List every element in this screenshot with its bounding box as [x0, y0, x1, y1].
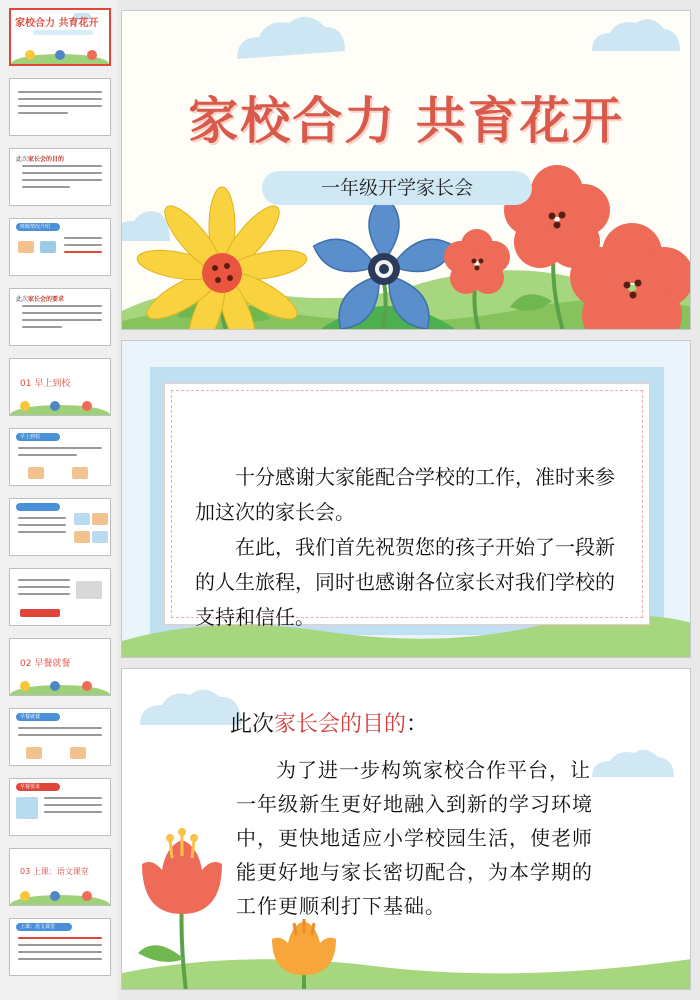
thumbnail-heading: 此次家长会的目的 — [16, 156, 65, 163]
thumbnail-text-lines — [64, 237, 102, 258]
cloud-icon — [140, 689, 242, 725]
slide-thumbnail-13[interactable] — [9, 848, 111, 906]
purpose-body: 为了进一步构筑家校合作平台，让一年级新生更好地融入到新的学习环境中，更快地适应小学校园生活，使老师能更好地与家长密切配合，为本学期的工作更顺利打下基础。 — [236, 758, 593, 918]
slide-thumbnail-8[interactable] — [9, 498, 111, 556]
thumbnail-image — [28, 467, 44, 479]
flower-icon — [50, 401, 60, 411]
slide-thumbnail-11[interactable] — [9, 708, 111, 766]
flower-icon — [50, 891, 60, 901]
thumbnail-section-title: 01 早上到校 — [20, 379, 71, 389]
thumbnail-label: 班级情况介绍 — [16, 223, 60, 231]
thumbnail-label: 上课：语文课堂 — [16, 923, 72, 931]
thumbnail-text-lines — [18, 937, 102, 965]
flower-icon — [55, 50, 65, 60]
thumbnail-section-title: 02 早餐就餐 — [20, 659, 71, 669]
slide-thumbnail-1[interactable] — [9, 8, 111, 66]
flower-icon — [20, 401, 30, 411]
thumbnail-text-lines — [18, 517, 66, 538]
thumbnail-title: 家校合力 共育花开 — [15, 18, 99, 29]
purpose-heading: 此次家长会的目的： — [230, 712, 429, 737]
thumbnail-label — [16, 503, 60, 511]
slide-thumbnail-12[interactable] — [9, 778, 111, 836]
slide-cover[interactable] — [121, 10, 691, 330]
flower-icon — [20, 891, 30, 901]
slide-purpose[interactable] — [121, 668, 691, 990]
thumbnail-image — [18, 241, 34, 253]
thumbnail-image — [70, 747, 86, 759]
flower-icon — [50, 681, 60, 691]
flower-icon — [82, 401, 92, 411]
thumbnail-subtitle — [33, 30, 93, 35]
flower-icon — [82, 891, 92, 901]
slide-thumbnail-9[interactable] — [9, 568, 111, 626]
thumbnail-image — [16, 797, 38, 819]
thumbnail-image — [20, 609, 60, 617]
letter-paragraph-2: 在此，我们首先祝贺您的孩子开始了一段新的人生旅程，同时也感谢各位家长对我们学校的支持和信任。 — [195, 535, 615, 629]
slide-thumbnail-panel — [0, 0, 118, 1000]
flower-icon — [82, 681, 92, 691]
slide-thumbnail-2[interactable] — [9, 78, 111, 136]
red-flower-icon — [444, 229, 510, 294]
thumbnail-text-lines — [18, 727, 102, 741]
thumbnail-text-lines — [18, 447, 102, 461]
slide-thumbnail-4[interactable] — [9, 218, 111, 276]
slide-thumbnail-14[interactable] — [9, 918, 111, 976]
thumbnail-image — [74, 531, 90, 543]
thumbnail-image — [40, 241, 56, 253]
slide-thanks[interactable] — [121, 340, 691, 658]
thumbnail-image — [92, 513, 108, 525]
thumbnail-section-title: 03 上课：语文课堂 — [20, 867, 89, 876]
flower-icon — [87, 50, 97, 60]
thumbnail-label: 早餐要求 — [16, 783, 60, 791]
thumbnail-image — [72, 467, 88, 479]
thumbnail-image — [26, 747, 42, 759]
thumbnail-image — [74, 513, 90, 525]
slide-thumbnail-6[interactable] — [9, 358, 111, 416]
flower-icon — [20, 681, 30, 691]
yellow-flower-icon — [135, 187, 309, 330]
thumbnail-text-lines — [22, 305, 102, 333]
tulip-flower-icon — [142, 828, 222, 914]
flower-icon — [25, 50, 35, 60]
letter-text — [195, 460, 625, 635]
thumbnail-text-lines — [18, 579, 70, 600]
thumbnail-label: 早餐就餐 — [16, 713, 60, 721]
slide-thumbnail-5[interactable] — [9, 288, 111, 346]
slide-thumbnail-7[interactable] — [9, 428, 111, 486]
slide-title: 家校合力 共育花开 — [188, 91, 624, 150]
thumbnail-text-lines — [22, 165, 102, 193]
slide-thumbnail-3[interactable] — [9, 148, 111, 206]
slide-subtitle: 一年级开学家长会 — [262, 171, 532, 205]
thumbnail-image — [76, 581, 102, 599]
letter-paragraph-1: 十分感谢大家能配合学校的工作，准时来参加这次的家长会。 — [195, 465, 615, 524]
thumbnail-text-lines — [44, 797, 102, 818]
thumbnail-heading: 此次家长会的要求 — [16, 296, 65, 303]
thumbnail-label: 早上到校 — [16, 433, 60, 441]
tulip-flower-icon — [272, 919, 336, 975]
thumbnail-image — [92, 531, 108, 543]
letter-card — [164, 383, 650, 629]
slide-thumbnail-10[interactable] — [9, 638, 111, 696]
thumbnail-text-lines — [18, 91, 102, 119]
